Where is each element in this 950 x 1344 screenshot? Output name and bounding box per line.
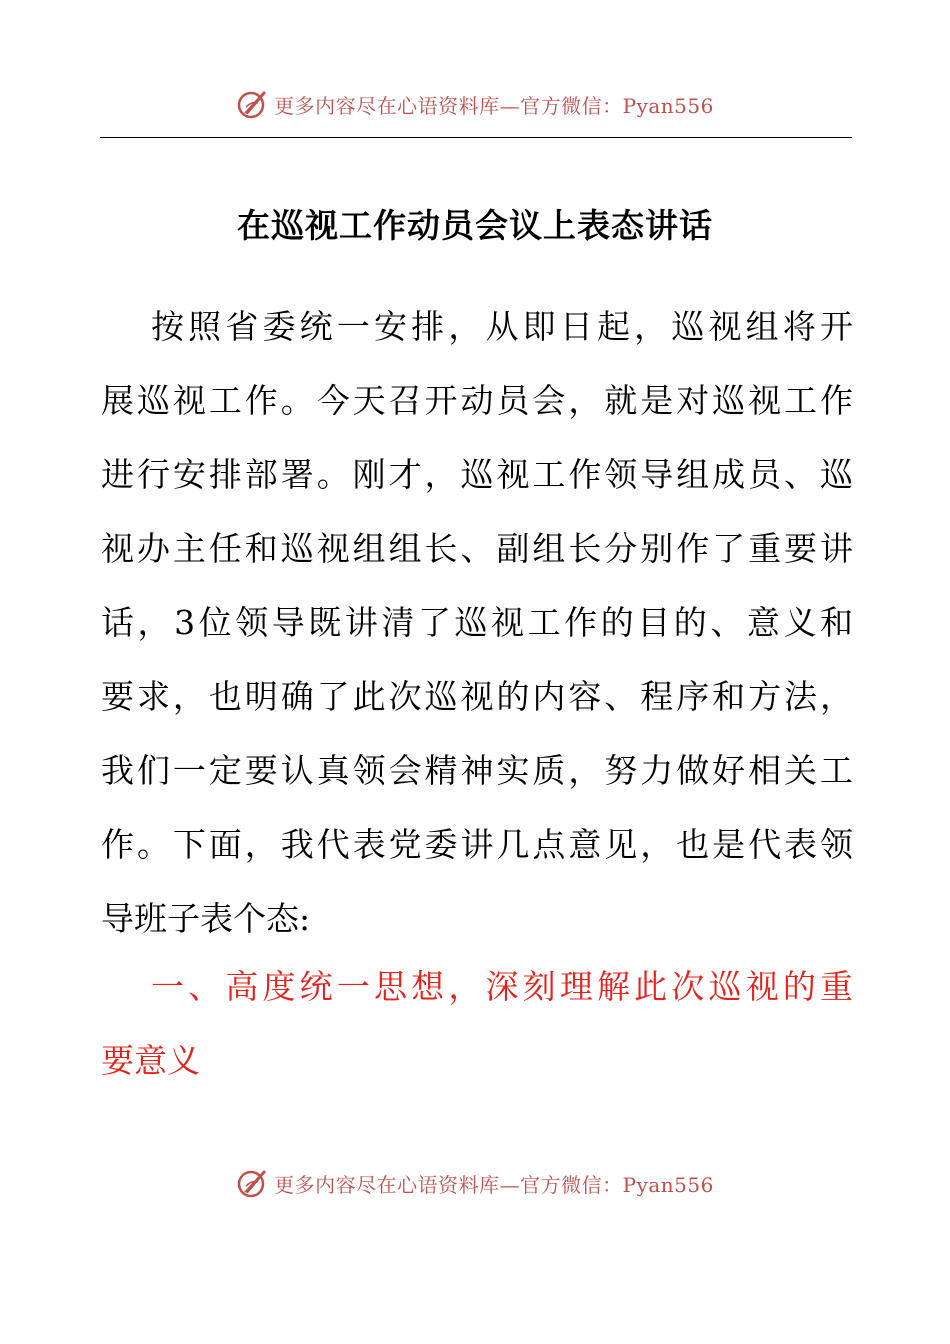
body-paragraph	[101, 290, 853, 956]
heading-line: 一、高度统一思想，深刻理解此次巡视的重	[151, 967, 853, 1006]
footer-watermark-banner	[0, 1161, 950, 1205]
paragraph-line: 导班子表个态:	[101, 899, 311, 938]
paragraph-line: 要求，也明确了此次巡视的内容、程序和方法，	[101, 677, 853, 716]
quill-logo-icon	[236, 87, 270, 121]
paragraph-line: 进行安排部署。刚才，巡视工作领导组成员、巡	[101, 455, 853, 494]
quill-logo-icon	[236, 1166, 270, 1200]
heading-line: 要意义	[101, 1041, 200, 1080]
paragraph-line: 我们一定要认真领会精神实质，努力做好相关工	[101, 751, 853, 790]
document-title: 在巡视工作动员会议上表态讲话	[237, 206, 713, 245]
header-divider	[100, 137, 852, 138]
paragraph-line: 视办主任和巡视组组长、副组长分别作了重要讲	[101, 529, 853, 568]
header-watermark-banner	[0, 82, 950, 126]
paragraph-line: 按照省委统一安排，从即日起，巡视组将开	[151, 307, 853, 346]
paragraph-line: 展巡视工作。今天召开动员会，就是对巡视工作	[101, 381, 853, 420]
header-banner-text: 更多内容尽在心语资料库—官方微信：Pyan556	[274, 93, 714, 118]
paragraph-line: 作。下面，我代表党委讲几点意见，也是代表领	[101, 825, 853, 864]
paragraph-line: 话，3位领导既讲清了巡视工作的目的、意义和	[101, 603, 853, 642]
section-heading	[101, 950, 853, 1098]
footer-banner-text: 更多内容尽在心语资料库—官方微信：Pyan556	[274, 1172, 714, 1197]
